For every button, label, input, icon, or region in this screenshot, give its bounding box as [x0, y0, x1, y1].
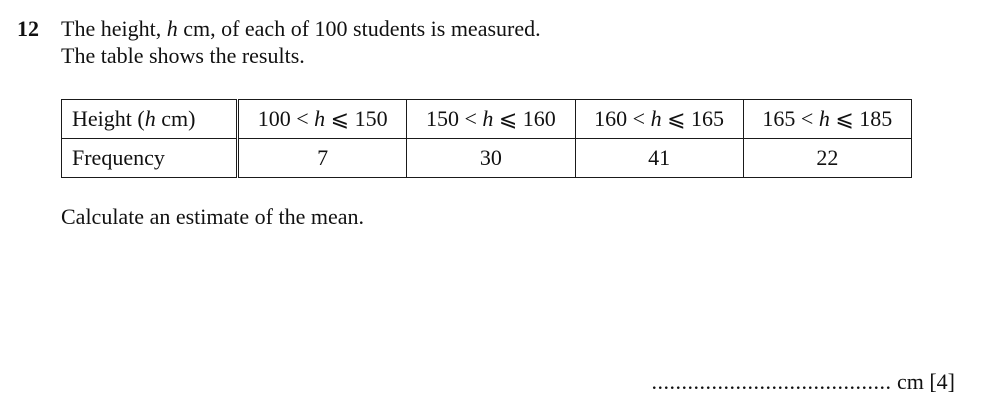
- height-row: [62, 100, 912, 139]
- answer-unit-marks: cm [4]: [891, 369, 955, 394]
- answer-line: [651, 369, 955, 395]
- interval-variable: h: [482, 106, 494, 131]
- interval-cell: [407, 100, 575, 139]
- interval-variable: h: [818, 106, 830, 131]
- interval-high: ⩽ 150: [325, 106, 388, 131]
- interval-cell: [575, 100, 743, 139]
- height-header-variable: h: [144, 106, 156, 131]
- interval-high: ⩽ 160: [493, 106, 556, 131]
- interval-low: 100 <: [257, 106, 315, 131]
- interval-cell: [743, 100, 911, 139]
- height-header-after: cm): [155, 106, 196, 131]
- question-text-line-2: The table shows the results.: [61, 43, 305, 68]
- frequency-cell: 41: [575, 139, 743, 178]
- instruction-text: Calculate an estimate of the mean.: [61, 204, 364, 229]
- frequency-row: [62, 139, 912, 178]
- frequency-cell: 7: [238, 139, 407, 178]
- interval-high: ⩽ 165: [661, 106, 725, 131]
- frequency-cell: 30: [407, 139, 575, 178]
- interval-high: ⩽ 185: [829, 106, 893, 131]
- interval-low: 165 <: [762, 106, 819, 131]
- height-variable: h: [166, 16, 178, 41]
- interval-variable: h: [314, 106, 326, 131]
- question-text-line-1: [61, 16, 541, 42]
- question-number: 12: [17, 16, 39, 41]
- answer-dots[interactable]: ........................................: [651, 369, 892, 394]
- interval-cell: [238, 100, 407, 139]
- height-header-before: Height (: [72, 106, 145, 131]
- interval-low: 150 <: [425, 106, 483, 131]
- question-text-after: cm, of each of 100 students is measured.: [177, 16, 541, 41]
- frequency-table: [61, 99, 912, 178]
- frequency-row-header: Frequency: [62, 139, 238, 178]
- frequency-cell: 22: [743, 139, 911, 178]
- question-text-before: The height,: [61, 16, 167, 41]
- interval-variable: h: [650, 106, 662, 131]
- interval-low: 160 <: [594, 106, 651, 131]
- height-row-header: [62, 100, 238, 139]
